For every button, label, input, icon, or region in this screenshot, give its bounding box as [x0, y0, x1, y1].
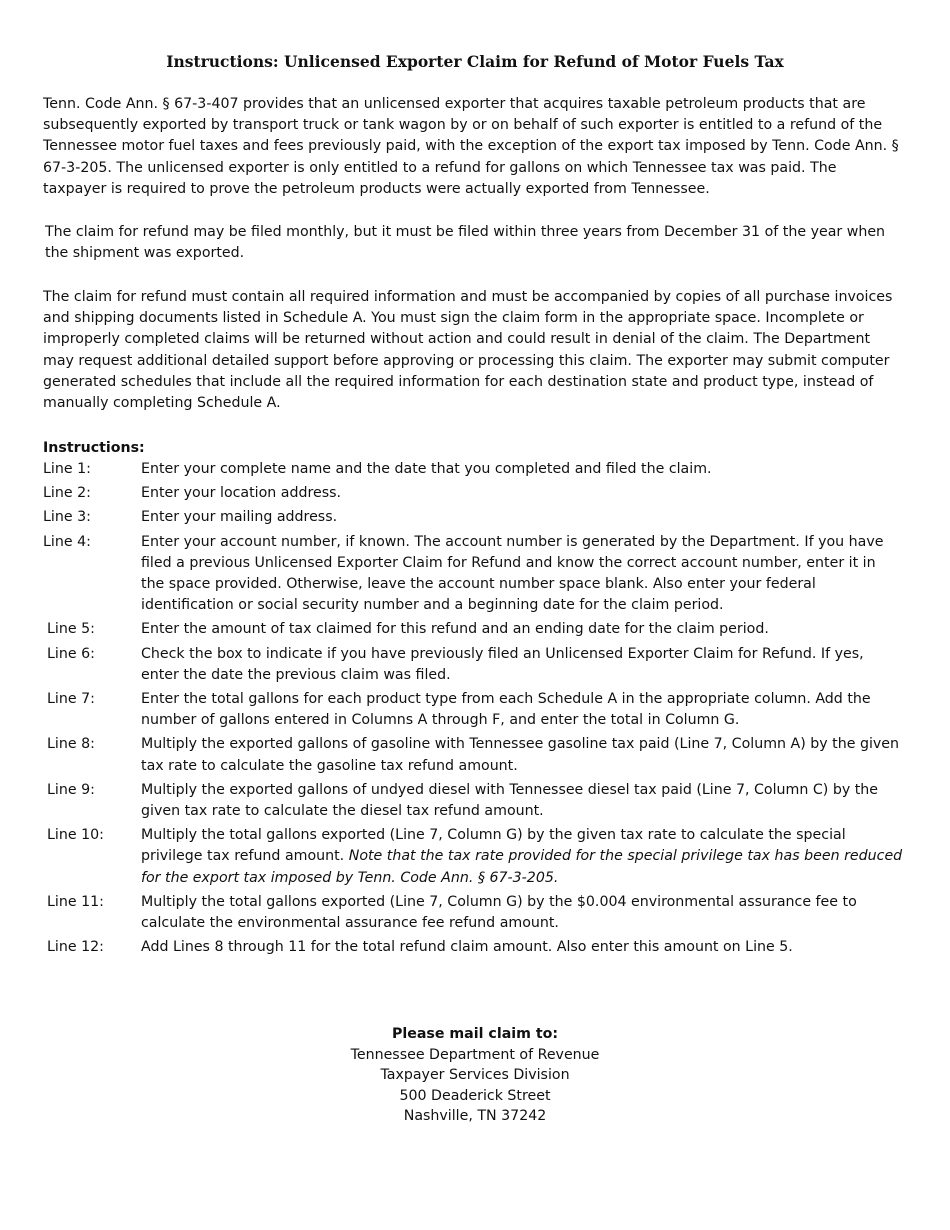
mail-heading: Please mail claim to: [391, 1026, 559, 1042]
instruction-line-3 [43, 507, 903, 528]
instruction-line-8 [43, 734, 903, 776]
intro-paragraph: Tenn. Code Ann. § 67-3-407 provides that an unlicensed exporter that acquires taxable petroleum products that are subsequently exported by transport truck or tank wagon by or on behalf of such exporter is entitled to a refund of the Tennessee motor fuel taxes and fees previously paid, with the exception of the export tax imposed by Tenn. Code Ann. § 67-3-205. The unlicensed exporter is only entitled to a refund for gallons on which Tennessee tax was paid. The taxpayer is required to prove the petroleum products were actually exported from Tennessee. [43, 96, 899, 197]
page-title: Instructions: Unlicensed Exporter Claim for Refund of Motor Fuels Tax [166, 52, 784, 71]
address-line-division: Taxpayer Services Division [380, 1067, 570, 1084]
line-label: Line 11: [47, 893, 104, 910]
line-note: Note that the tax rate provided for the special privilege tax has been reduced for the export tax imposed by Tenn. Code Ann. § 67-3-205. [141, 848, 903, 886]
address-line-department: Tennessee Department of Revenue [350, 1046, 600, 1063]
line-text: Add Lines 8 through 11 for the total refund claim amount. Also enter this amount on Line 5. [141, 939, 793, 956]
line-text: Multiply the total gallons exported (Line 7, Column G) by the given tax rate to calculate the special privilege tax refund amount. [141, 827, 846, 865]
line-text: Multiply the total gallons exported (Line 7, Column G) by the $0.004 environmental assurance fee to calculate the environmental assurance fee refund amount. [141, 893, 857, 932]
line-text: Enter your complete name and the date that you completed and filed the claim. [141, 461, 712, 477]
line-label: Line 12: [47, 939, 104, 956]
filing-deadline-paragraph: The claim for refund may be filed monthly, but it must be filed within three years from December 31 of the year when the shipment was exported. [45, 224, 886, 262]
instruction-line-10 [43, 825, 903, 889]
line-text: Enter the total gallons for each product type from each Schedule A in the appropriate column. Add the number of gallons entered in Columns A through F, and enter the total in Column G. [141, 691, 871, 729]
instruction-line-7 [43, 689, 903, 731]
line-label: Line 4: [43, 533, 91, 550]
line-text: Check the box to indicate if you have previously filed an Unlicensed Exporter Claim for Refund. If yes, enter the date the previous claim was filed. [141, 645, 864, 683]
line-label: Line 6: [47, 645, 95, 662]
instruction-line-11 [43, 892, 903, 934]
line-label: Line 9: [47, 781, 95, 798]
line-text: Enter your account number, if known. The account number is generated by the Department. If you have filed a previous Unlicensed Exporter Claim for Refund and know the correct account number, enter it in the space provided. Otherwise, leave the account number space blank. Also enter your federal identification or social security number and a beginning date for the claim period. [141, 533, 884, 614]
line-label: Line 1: [43, 461, 91, 477]
instruction-line-2 [43, 483, 903, 504]
line-text: Multiply the exported gallons of undyed diesel with Tennessee diesel tax paid (Line 7, Column C) by the given tax rate to calculate the diesel tax refund amount. [141, 781, 879, 820]
requirements-paragraph: The claim for refund must contain all required information and must be accompanied by copies of all purchase invoices and shipping documents listed in Schedule A. You must sign the claim form in the appropriate space. Incomplete or improperly completed claims will be returned without action and could result in denial of the claim. The Department may request additional detailed support before approving or processing this claim. The exporter may submit computer generated schedules that include all the required information for each destination state and product type, instead of manually completing Schedule A. [43, 289, 893, 412]
line-text: Enter your mailing address. [141, 509, 338, 526]
instruction-line-9 [43, 780, 903, 822]
instruction-line-5 [43, 619, 903, 640]
line-text: Enter the amount of tax claimed for this refund and an ending date for the claim period. [141, 621, 769, 638]
line-label: Line 7: [47, 691, 95, 708]
instructions-list [43, 459, 903, 961]
line-label: Line 3: [43, 509, 91, 526]
mailing-address-block [0, 1024, 950, 1127]
instruction-line-12 [43, 937, 903, 958]
instruction-line-6 [43, 644, 903, 686]
line-label: Line 2: [43, 485, 91, 502]
line-label: Line 8: [47, 736, 95, 753]
address-line-street: 500 Deaderick Street [399, 1087, 551, 1104]
line-text: Multiply the exported gallons of gasoline with Tennessee gasoline tax paid (Line 7, Column A) by the given tax rate to calculate the gasoline tax refund amount. [141, 736, 900, 774]
line-label: Line 5: [47, 621, 95, 638]
line-text-group [141, 825, 903, 889]
instructions-heading: Instructions: [43, 440, 145, 456]
instruction-line-4 [43, 532, 903, 617]
line-label: Line 10: [47, 827, 104, 844]
instruction-line-1 [43, 459, 903, 480]
address-line-city: Nashville, TN 37242 [403, 1108, 547, 1125]
line-text: Enter your location address. [141, 485, 342, 502]
